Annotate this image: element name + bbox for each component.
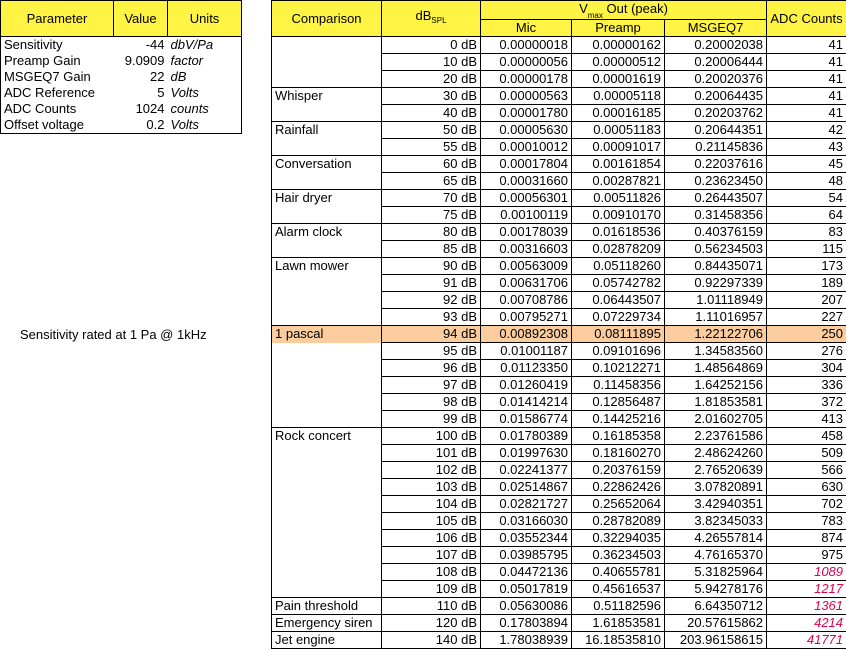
cell-adc-counts: 372 xyxy=(767,394,846,411)
cell-preamp: 0.14425216 xyxy=(572,411,665,428)
table-row xyxy=(272,394,846,411)
table-row xyxy=(272,513,846,530)
cell-comparison: Hair dryer xyxy=(272,190,382,207)
cell-mic: 0.00631706 xyxy=(481,275,572,292)
cell-preamp: 0.02878209 xyxy=(572,241,665,258)
table-row xyxy=(272,615,846,632)
cell-msgeq7: 0.22037616 xyxy=(665,156,767,173)
cell-db-spl: 101 dB xyxy=(382,445,481,462)
cell-comparison: Emergency siren xyxy=(272,615,382,632)
table-row xyxy=(272,564,846,581)
cell-comparison xyxy=(272,564,382,581)
table-row xyxy=(272,547,846,564)
cell-preamp: 0.16185358 xyxy=(572,428,665,445)
cell-comparison: Whisper xyxy=(272,88,382,105)
cell-msgeq7: 2.48624260 xyxy=(665,445,767,462)
cell-comparison xyxy=(272,71,382,88)
cell-adc-counts: 41 xyxy=(767,71,846,88)
cell-msgeq7: 0.21145836 xyxy=(665,139,767,156)
cell-msgeq7: 0.20644351 xyxy=(665,122,767,139)
cell-adc-counts: 702 xyxy=(767,496,846,513)
table-row xyxy=(272,343,846,360)
cell-msgeq7: 1.11016957 xyxy=(665,309,767,326)
cell-db-spl: 92 dB xyxy=(382,292,481,309)
cell-comparison xyxy=(272,139,382,156)
table-row xyxy=(272,105,846,122)
cell-preamp: 0.25652064 xyxy=(572,496,665,513)
param-unit: dB xyxy=(168,69,242,85)
db-spl-table xyxy=(271,0,846,649)
cell-db-spl: 75 dB xyxy=(382,207,481,224)
cell-db-spl: 104 dB xyxy=(382,496,481,513)
cell-adc-counts: 975 xyxy=(767,547,846,564)
cell-preamp: 0.11458356 xyxy=(572,377,665,394)
cell-adc-counts: 189 xyxy=(767,275,846,292)
cell-comparison xyxy=(272,241,382,258)
table-row xyxy=(272,258,846,275)
table-row xyxy=(272,190,846,207)
cell-db-spl: 10 dB xyxy=(382,54,481,71)
cell-db-spl: 94 dB xyxy=(382,326,481,343)
cell-preamp: 0.36234503 xyxy=(572,547,665,564)
table-row xyxy=(272,309,846,326)
cell-db-spl: 93 dB xyxy=(382,309,481,326)
cell-mic: 0.03985795 xyxy=(481,547,572,564)
cell-msgeq7: 0.20064435 xyxy=(665,88,767,105)
cell-comparison: Pain threshold xyxy=(272,598,382,615)
cell-db-spl: 60 dB xyxy=(382,156,481,173)
cell-msgeq7: 1.48564869 xyxy=(665,360,767,377)
param-name: Preamp Gain xyxy=(1,53,114,69)
cell-mic: 1.78038939 xyxy=(481,632,572,649)
cell-preamp: 16.18535810 xyxy=(572,632,665,649)
cell-preamp: 0.12856487 xyxy=(572,394,665,411)
cell-preamp: 0.09101696 xyxy=(572,343,665,360)
param-unit: dbV/Pa xyxy=(168,37,242,54)
table-row xyxy=(272,224,846,241)
param-row xyxy=(1,37,242,54)
cell-db-spl: 98 dB xyxy=(382,394,481,411)
cell-db-spl: 108 dB xyxy=(382,564,481,581)
cell-mic: 0.00017804 xyxy=(481,156,572,173)
param-value: 1024 xyxy=(135,101,165,116)
cell-preamp: 0.00161854 xyxy=(572,156,665,173)
cell-msgeq7: 3.42940351 xyxy=(665,496,767,513)
cell-db-spl: 99 dB xyxy=(382,411,481,428)
cell-msgeq7: 4.76165370 xyxy=(665,547,767,564)
cell-mic: 0.03166030 xyxy=(481,513,572,530)
param-name: MSGEQ7 Gain xyxy=(1,69,114,85)
table-row xyxy=(272,428,846,445)
cell-msgeq7: 4.26557814 xyxy=(665,530,767,547)
cell-db-spl: 100 dB xyxy=(382,428,481,445)
cell-comparison xyxy=(272,496,382,513)
cell-comparison xyxy=(272,462,382,479)
cell-msgeq7: 6.64350712 xyxy=(665,598,767,615)
table-row xyxy=(272,445,846,462)
cell-comparison xyxy=(272,445,382,462)
cell-mic: 0.03552344 xyxy=(481,530,572,547)
cell-mic: 0.01414214 xyxy=(481,394,572,411)
cell-mic: 0.01586774 xyxy=(481,411,572,428)
param-row xyxy=(1,69,242,85)
header-parameter: Parameter xyxy=(1,1,114,37)
cell-db-spl: 20 dB xyxy=(382,71,481,88)
cell-adc-counts: 874 xyxy=(767,530,846,547)
cell-comparison xyxy=(272,479,382,496)
cell-mic: 0.01997630 xyxy=(481,445,572,462)
table-row xyxy=(272,292,846,309)
cell-comparison: 1 pascal xyxy=(272,326,382,343)
cell-comparison xyxy=(272,394,382,411)
cell-mic: 0.00031660 xyxy=(481,173,572,190)
table-row xyxy=(272,122,846,139)
header-vmax-main: V xyxy=(579,1,588,16)
cell-preamp: 0.51182596 xyxy=(572,598,665,615)
header-preamp: Preamp xyxy=(572,20,665,37)
cell-preamp: 0.28782089 xyxy=(572,513,665,530)
cell-comparison xyxy=(272,581,382,598)
table-row xyxy=(272,88,846,105)
header-vmax-rest: Out (peak) xyxy=(602,1,668,16)
cell-comparison xyxy=(272,292,382,309)
cell-adc-counts: 115 xyxy=(767,241,846,258)
cell-db-spl: 90 dB xyxy=(382,258,481,275)
param-value: -44 xyxy=(145,37,165,52)
header-mic: Mic xyxy=(481,20,572,37)
cell-preamp: 0.00005118 xyxy=(572,88,665,105)
cell-db-spl: 30 dB xyxy=(382,88,481,105)
cell-mic: 0.00178039 xyxy=(481,224,572,241)
table-row xyxy=(272,530,846,547)
cell-msgeq7: 3.82345033 xyxy=(665,513,767,530)
cell-db-spl: 80 dB xyxy=(382,224,481,241)
cell-adc-counts: 173 xyxy=(767,258,846,275)
cell-preamp: 0.32294035 xyxy=(572,530,665,547)
param-unit: counts xyxy=(168,101,242,117)
cell-comparison xyxy=(272,173,382,190)
cell-msgeq7: 0.20006444 xyxy=(665,54,767,71)
cell-msgeq7: 5.94278176 xyxy=(665,581,767,598)
cell-db-spl: 140 dB xyxy=(382,632,481,649)
cell-mic: 0.00316603 xyxy=(481,241,572,258)
cell-adc-counts: 41771 xyxy=(767,632,846,649)
cell-adc-counts: 48 xyxy=(767,173,846,190)
param-name: Sensitivity xyxy=(1,37,114,54)
cell-db-spl: 109 dB xyxy=(382,581,481,598)
table-row xyxy=(272,71,846,88)
cell-db-spl: 91 dB xyxy=(382,275,481,292)
cell-adc-counts: 41 xyxy=(767,105,846,122)
cell-comparison: Alarm clock xyxy=(272,224,382,241)
cell-mic: 0.00795271 xyxy=(481,309,572,326)
cell-preamp: 0.00000162 xyxy=(572,37,665,54)
cell-db-spl: 85 dB xyxy=(382,241,481,258)
cell-preamp: 0.18160270 xyxy=(572,445,665,462)
cell-db-spl: 96 dB xyxy=(382,360,481,377)
table-row xyxy=(272,462,846,479)
cell-db-spl: 0 dB xyxy=(382,37,481,54)
table-row xyxy=(272,479,846,496)
table-row xyxy=(272,377,846,394)
cell-msgeq7: 0.40376159 xyxy=(665,224,767,241)
table-row xyxy=(272,241,846,258)
cell-adc-counts: 42 xyxy=(767,122,846,139)
cell-mic: 0.00563009 xyxy=(481,258,572,275)
cell-mic: 0.02241377 xyxy=(481,462,572,479)
cell-preamp: 0.00287821 xyxy=(572,173,665,190)
cell-comparison xyxy=(272,513,382,530)
header-value: Value xyxy=(114,1,168,37)
cell-preamp: 0.05742782 xyxy=(572,275,665,292)
cell-mic: 0.00892308 xyxy=(481,326,572,343)
cell-db-spl: 107 dB xyxy=(382,547,481,564)
cell-db-spl: 120 dB xyxy=(382,615,481,632)
table-row xyxy=(272,139,846,156)
cell-mic: 0.00000056 xyxy=(481,54,572,71)
param-row xyxy=(1,117,242,134)
table-row xyxy=(272,632,846,649)
cell-db-spl: 102 dB xyxy=(382,462,481,479)
cell-preamp: 0.00091017 xyxy=(572,139,665,156)
cell-comparison: Conversation xyxy=(272,156,382,173)
cell-preamp: 0.22862426 xyxy=(572,479,665,496)
table-row xyxy=(272,326,846,343)
cell-mic: 0.05017819 xyxy=(481,581,572,598)
cell-mic: 0.00056301 xyxy=(481,190,572,207)
table-row xyxy=(272,598,846,615)
param-unit: Volts xyxy=(168,117,242,134)
cell-mic: 0.00005630 xyxy=(481,122,572,139)
cell-adc-counts: 250 xyxy=(767,326,846,343)
cell-msgeq7: 0.56234503 xyxy=(665,241,767,258)
cell-comparison xyxy=(272,309,382,326)
cell-msgeq7: 0.31458356 xyxy=(665,207,767,224)
cell-preamp: 0.00910170 xyxy=(572,207,665,224)
param-value: 5 xyxy=(157,85,165,100)
cell-msgeq7: 1.34583560 xyxy=(665,343,767,360)
cell-adc-counts: 458 xyxy=(767,428,846,445)
cell-mic: 0.00000563 xyxy=(481,88,572,105)
cell-comparison: Rock concert xyxy=(272,428,382,445)
cell-comparison: Rainfall xyxy=(272,122,382,139)
cell-db-spl: 40 dB xyxy=(382,105,481,122)
cell-preamp: 0.40655781 xyxy=(572,564,665,581)
header-units: Units xyxy=(168,1,242,37)
cell-msgeq7: 0.20020376 xyxy=(665,71,767,88)
cell-msgeq7: 3.07820891 xyxy=(665,479,767,496)
cell-msgeq7: 0.20203762 xyxy=(665,105,767,122)
cell-db-spl: 70 dB xyxy=(382,190,481,207)
cell-comparison xyxy=(272,343,382,360)
cell-db-spl: 103 dB xyxy=(382,479,481,496)
cell-mic: 0.01123350 xyxy=(481,360,572,377)
cell-comparison: Jet engine xyxy=(272,632,382,649)
cell-preamp: 0.05118260 xyxy=(572,258,665,275)
cell-comparison xyxy=(272,275,382,292)
param-unit: Volts xyxy=(168,85,242,101)
cell-adc-counts: 41 xyxy=(767,37,846,54)
param-name: ADC Reference xyxy=(1,85,114,101)
cell-adc-counts: 41 xyxy=(767,54,846,71)
cell-db-spl: 95 dB xyxy=(382,343,481,360)
cell-msgeq7: 2.23761586 xyxy=(665,428,767,445)
cell-adc-counts: 4214 xyxy=(767,615,846,632)
table-row xyxy=(272,37,846,54)
header-db-spl xyxy=(382,1,481,37)
cell-mic: 0.01001187 xyxy=(481,343,572,360)
cell-comparison xyxy=(272,105,382,122)
cell-db-spl: 106 dB xyxy=(382,530,481,547)
table-row xyxy=(272,173,846,190)
cell-mic: 0.05630086 xyxy=(481,598,572,615)
cell-db-spl: 105 dB xyxy=(382,513,481,530)
cell-preamp: 0.06443507 xyxy=(572,292,665,309)
cell-msgeq7: 2.76520639 xyxy=(665,462,767,479)
cell-comparison xyxy=(272,360,382,377)
cell-preamp: 0.10212271 xyxy=(572,360,665,377)
cell-msgeq7: 0.84435071 xyxy=(665,258,767,275)
cell-adc-counts: 276 xyxy=(767,343,846,360)
header-db-sub: SPL xyxy=(431,16,447,25)
cell-preamp: 0.01618536 xyxy=(572,224,665,241)
cell-preamp: 0.08111895 xyxy=(572,326,665,343)
cell-adc-counts: 64 xyxy=(767,207,846,224)
param-value: 9.0909 xyxy=(124,53,165,68)
param-row xyxy=(1,53,242,69)
cell-mic: 0.02514867 xyxy=(481,479,572,496)
header-adc-counts: ADC Counts xyxy=(767,1,846,37)
cell-preamp: 0.20376159 xyxy=(572,462,665,479)
cell-db-spl: 50 dB xyxy=(382,122,481,139)
cell-msgeq7: 1.01118949 xyxy=(665,292,767,309)
cell-comparison xyxy=(272,411,382,428)
cell-db-spl: 97 dB xyxy=(382,377,481,394)
cell-mic: 0.00100119 xyxy=(481,207,572,224)
header-comparison: Comparison xyxy=(272,1,382,37)
table-row xyxy=(272,54,846,71)
table-row xyxy=(272,207,846,224)
cell-db-spl: 55 dB xyxy=(382,139,481,156)
cell-adc-counts: 566 xyxy=(767,462,846,479)
cell-preamp: 0.00051183 xyxy=(572,122,665,139)
cell-msgeq7: 0.23623450 xyxy=(665,173,767,190)
param-value: 0.2 xyxy=(114,117,168,134)
cell-mic: 0.01260419 xyxy=(481,377,572,394)
cell-msgeq7: 20.57615862 xyxy=(665,615,767,632)
cell-mic: 0.04472136 xyxy=(481,564,572,581)
cell-adc-counts: 413 xyxy=(767,411,846,428)
cell-mic: 0.00000018 xyxy=(481,37,572,54)
cell-preamp: 0.45616537 xyxy=(572,581,665,598)
cell-comparison xyxy=(272,207,382,224)
cell-mic: 0.17803894 xyxy=(481,615,572,632)
cell-adc-counts: 41 xyxy=(767,88,846,105)
cell-msgeq7: 0.92297339 xyxy=(665,275,767,292)
cell-preamp: 0.00511826 xyxy=(572,190,665,207)
cell-mic: 0.00001780 xyxy=(481,105,572,122)
cell-mic: 0.00010012 xyxy=(481,139,572,156)
table-row xyxy=(272,360,846,377)
cell-mic: 0.00000178 xyxy=(481,71,572,88)
cell-adc-counts: 1217 xyxy=(767,581,846,598)
sensitivity-note: Sensitivity rated at 1 Pa @ 1kHz xyxy=(20,327,207,342)
cell-adc-counts: 630 xyxy=(767,479,846,496)
cell-msgeq7: 2.01602705 xyxy=(665,411,767,428)
cell-msgeq7: 5.31825964 xyxy=(665,564,767,581)
cell-adc-counts: 783 xyxy=(767,513,846,530)
cell-comparison xyxy=(272,547,382,564)
param-name: Offset voltage xyxy=(1,117,114,134)
cell-adc-counts: 304 xyxy=(767,360,846,377)
table-row xyxy=(272,496,846,513)
cell-adc-counts: 54 xyxy=(767,190,846,207)
cell-msgeq7: 1.81853581 xyxy=(665,394,767,411)
cell-adc-counts: 207 xyxy=(767,292,846,309)
cell-comparison xyxy=(272,37,382,54)
param-row xyxy=(1,85,242,101)
cell-comparison xyxy=(272,530,382,547)
cell-preamp: 0.00016185 xyxy=(572,105,665,122)
cell-preamp: 0.07229734 xyxy=(572,309,665,326)
cell-msgeq7: 203.96158615 xyxy=(665,632,767,649)
header-db-main: dB xyxy=(415,8,432,23)
param-row xyxy=(1,101,242,117)
cell-db-spl: 110 dB xyxy=(382,598,481,615)
param-value: 22 xyxy=(150,69,165,84)
cell-mic: 0.00708786 xyxy=(481,292,572,309)
param-name: ADC Counts xyxy=(1,101,114,117)
cell-msgeq7: 0.20002038 xyxy=(665,37,767,54)
cell-adc-counts: 83 xyxy=(767,224,846,241)
cell-msgeq7: 0.26443507 xyxy=(665,190,767,207)
table-row xyxy=(272,411,846,428)
cell-adc-counts: 1361 xyxy=(767,598,846,615)
param-unit: factor xyxy=(168,53,242,69)
table-row xyxy=(272,275,846,292)
cell-preamp: 0.00001619 xyxy=(572,71,665,88)
cell-adc-counts: 43 xyxy=(767,139,846,156)
header-vmax-sub: max xyxy=(587,11,603,20)
cell-preamp: 0.00000512 xyxy=(572,54,665,71)
cell-adc-counts: 1089 xyxy=(767,564,846,581)
cell-adc-counts: 336 xyxy=(767,377,846,394)
cell-mic: 0.02821727 xyxy=(481,496,572,513)
table-row xyxy=(272,156,846,173)
header-msgeq7: MSGEQ7 xyxy=(665,20,767,37)
cell-msgeq7: 1.22122706 xyxy=(665,326,767,343)
cell-comparison xyxy=(272,54,382,71)
cell-adc-counts: 227 xyxy=(767,309,846,326)
cell-msgeq7: 1.64252156 xyxy=(665,377,767,394)
cell-adc-counts: 45 xyxy=(767,156,846,173)
header-vmax-out xyxy=(481,1,767,20)
cell-adc-counts: 509 xyxy=(767,445,846,462)
table-row xyxy=(272,581,846,598)
parameter-table xyxy=(0,0,242,134)
cell-preamp: 1.61853581 xyxy=(572,615,665,632)
cell-comparison xyxy=(272,377,382,394)
cell-mic: 0.01780389 xyxy=(481,428,572,445)
cell-db-spl: 65 dB xyxy=(382,173,481,190)
cell-comparison: Lawn mower xyxy=(272,258,382,275)
